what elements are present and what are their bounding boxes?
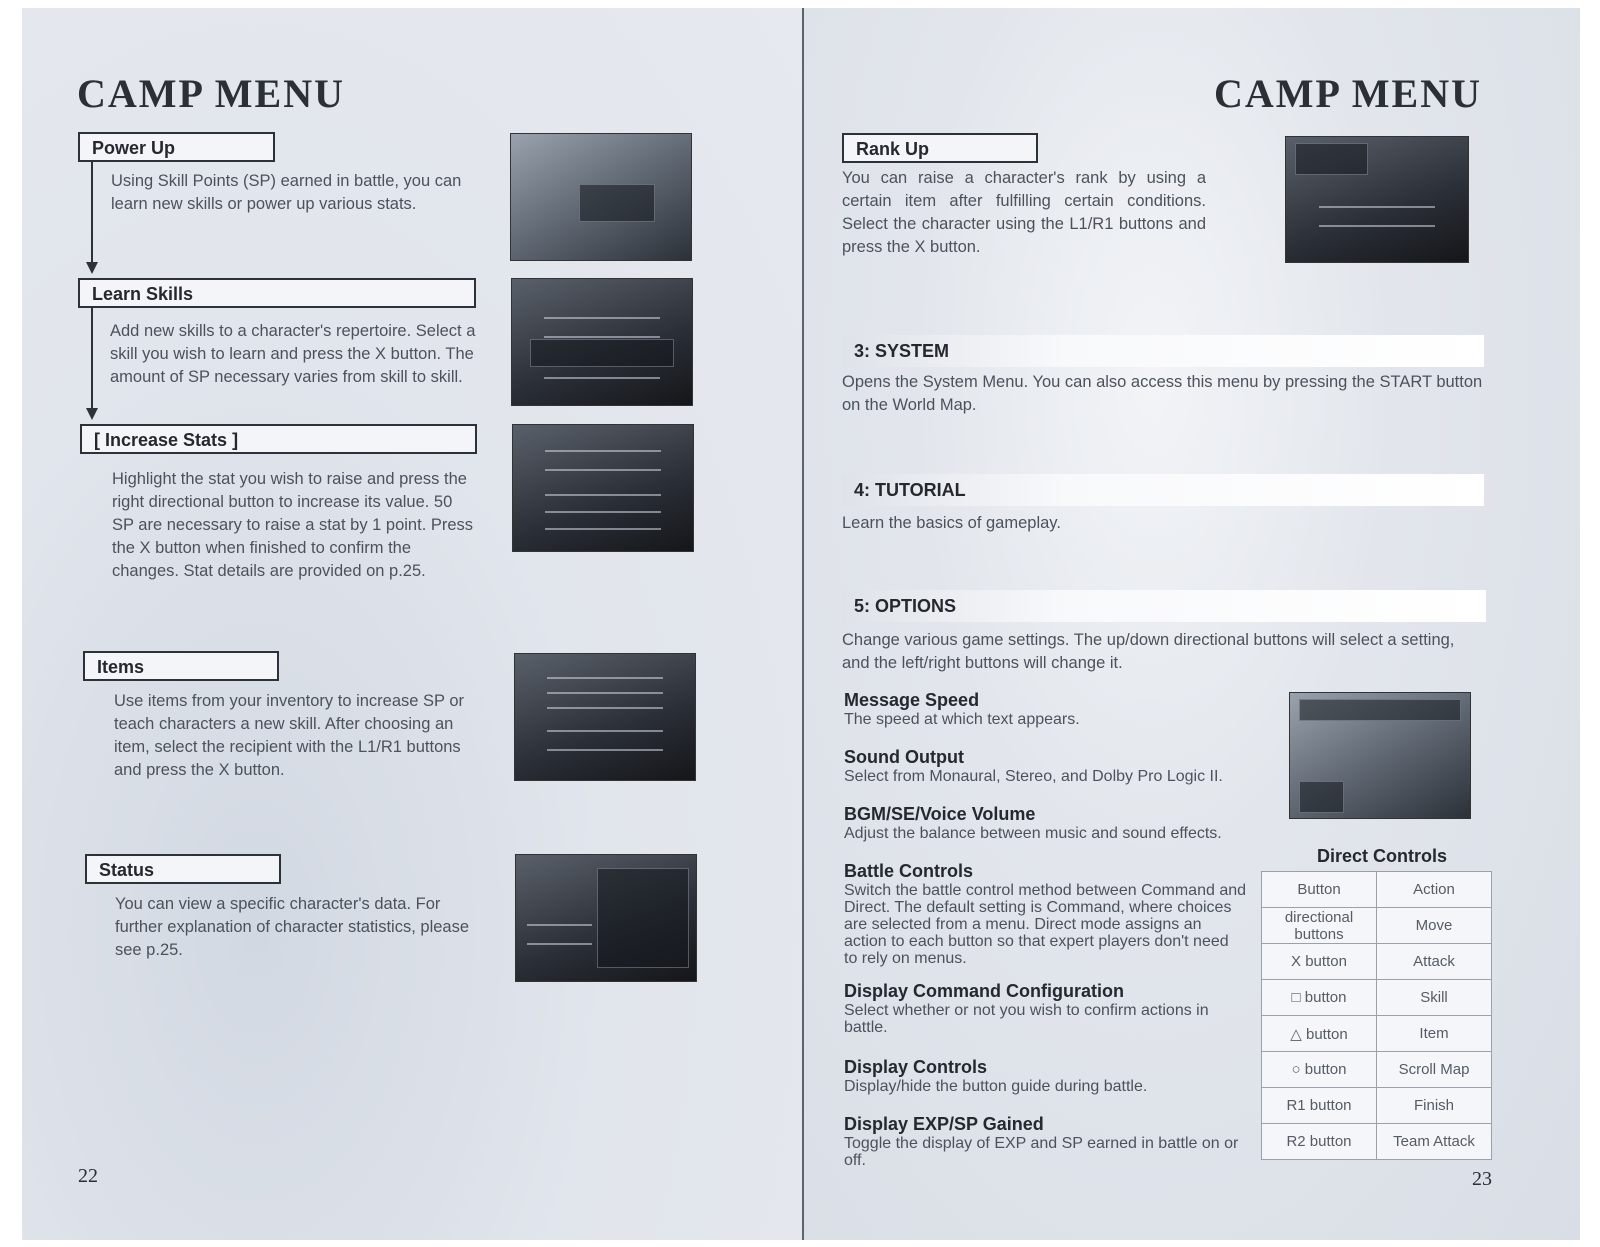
learn-skills-screenshot <box>511 278 693 406</box>
learn-skills-label: Learn Skills <box>78 278 476 308</box>
options-text: Change various game settings. The up/down directional buttons will select a setting, and the left/right buttons will change it. <box>842 631 1455 672</box>
button-cell: directional buttons <box>1262 908 1377 944</box>
table-row <box>1262 1016 1492 1052</box>
system-section-title: 3: SYSTEM <box>842 335 1484 367</box>
flow-line <box>91 308 93 408</box>
option-title: BGM/SE/Voice Volume <box>844 804 1036 824</box>
option-title: Battle Controls <box>844 861 974 881</box>
action-cell: Finish <box>1377 1088 1492 1124</box>
status-text: You can view a specific character's data. For further explanation of character statistics, please see p.25. <box>115 895 470 959</box>
options-section-title: 5: OPTIONS <box>842 590 1486 622</box>
increase-stats-screenshot <box>512 424 694 552</box>
left-page <box>22 8 804 1240</box>
table-row <box>1262 1088 1492 1124</box>
table-row <box>1262 980 1492 1016</box>
option-desc: The speed at which text appears. <box>844 711 1080 728</box>
option-desc: Adjust the balance between music and sound effects. <box>844 825 1222 842</box>
table-header-cell: Action <box>1377 872 1492 908</box>
action-cell: Scroll Map <box>1377 1052 1492 1088</box>
flow-arrow-icon <box>86 408 98 420</box>
action-cell: Item <box>1377 1016 1492 1052</box>
option-title: Display EXP/SP Gained <box>844 1114 1044 1134</box>
button-cell: R1 button <box>1262 1088 1377 1124</box>
table-row <box>1262 1052 1492 1088</box>
options-screenshot <box>1289 692 1471 819</box>
direct-controls-table <box>1261 871 1492 1160</box>
option-title: Sound Output <box>844 747 964 767</box>
status-label: Status <box>85 854 281 884</box>
button-cell: X button <box>1262 944 1377 980</box>
left-page-number: 22 <box>78 1165 98 1187</box>
learn-skills-text: Add new skills to a character's repertoire. Select a skill you wish to learn and press the X button. The amount of SP necessary varies from skill to skill. <box>110 322 476 386</box>
right-page <box>804 8 1580 1240</box>
action-cell: Skill <box>1377 980 1492 1016</box>
action-cell: Team Attack <box>1377 1124 1492 1160</box>
action-cell: Attack <box>1377 944 1492 980</box>
items-label: Items <box>83 651 279 681</box>
option-title: Display Command Configuration <box>844 981 1125 1001</box>
status-screenshot <box>515 854 697 982</box>
power-up-text: Using Skill Points (SP) earned in battle, you can learn new skills or power up various stats. <box>111 172 462 213</box>
table-row <box>1262 1124 1492 1160</box>
items-screenshot <box>514 653 696 781</box>
table-header-row <box>1262 872 1492 908</box>
table-row <box>1262 908 1492 944</box>
power-up-label: Power Up <box>78 132 275 162</box>
option-desc: Switch the battle control method between Command and Direct. The default setting is Command, where choices are selected from a menu. Direct mode assigns an action to each button so that expert players don't need to rely on menus. <box>844 882 1247 967</box>
button-cell: □ button <box>1262 980 1377 1016</box>
table-row <box>1262 944 1492 980</box>
option-desc: Toggle the display of EXP and SP earned in battle on or off. <box>844 1135 1239 1169</box>
right-page-title: CAMP MENU <box>1214 71 1482 116</box>
rank-up-text: You can raise a character's rank by using a certain item after fulfilling certain conditions. Select the character using the L1/R1 buttons and press the X button. <box>842 169 1206 256</box>
rank-up-label: Rank Up <box>842 133 1038 163</box>
button-cell: ○ button <box>1262 1052 1377 1088</box>
right-page-number: 23 <box>1472 1168 1492 1190</box>
direct-controls-title: Direct Controls <box>1317 846 1448 866</box>
action-cell: Move <box>1377 908 1492 944</box>
tutorial-section-title: 4: TUTORIAL <box>842 474 1484 506</box>
option-desc: Select whether or not you wish to confirm actions in battle. <box>844 1002 1209 1036</box>
flow-arrow-icon <box>86 262 98 274</box>
left-page-title: CAMP MENU <box>77 71 345 116</box>
increase-stats-label: [ Increase Stats ] <box>80 424 477 454</box>
option-title: Message Speed <box>844 690 980 710</box>
tutorial-text: Learn the basics of gameplay. <box>842 514 1061 532</box>
option-title: Display Controls <box>844 1057 988 1077</box>
system-text: Opens the System Menu. You can also access this menu by pressing the START button on the World Map. <box>842 373 1483 414</box>
rank-up-screenshot <box>1285 136 1469 263</box>
table-header-cell: Button <box>1262 872 1377 908</box>
power-up-screenshot <box>510 133 692 261</box>
items-text: Use items from your inventory to increase SP or teach characters a new skill. After choosing an item, select the recipient with the L1/R1 buttons and press the X button. <box>114 692 464 779</box>
button-cell: △ button <box>1262 1016 1377 1052</box>
increase-stats-text: Highlight the stat you wish to raise and press the right directional button to increase its value. 50 SP are necessary to raise a stat by 1 point. Press the X button when finished to confirm the changes. Stat details are provided on p.25. <box>112 470 474 580</box>
button-cell: R2 button <box>1262 1124 1377 1160</box>
option-desc: Select from Monaural, Stereo, and Dolby Pro Logic II. <box>844 768 1223 785</box>
flow-line <box>91 162 93 262</box>
option-desc: Display/hide the button guide during battle. <box>844 1078 1148 1095</box>
